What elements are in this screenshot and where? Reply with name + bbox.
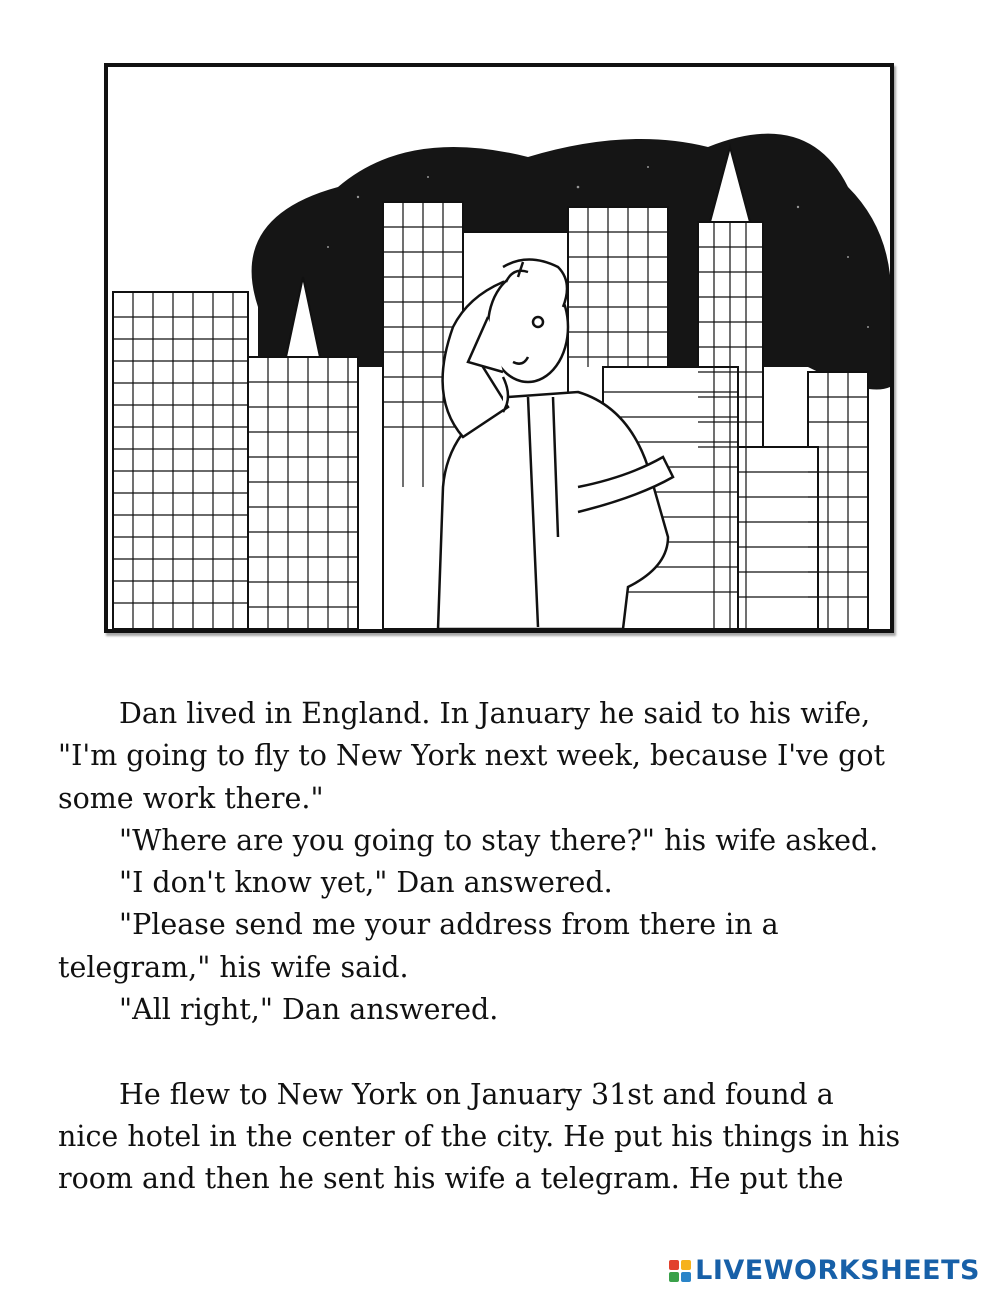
logo-square-red [669, 1260, 679, 1270]
story-text [58, 693, 958, 1201]
story-line: "Where are you going to stay there?" his wife asked. [119, 823, 879, 857]
paragraph-spacer [58, 1031, 958, 1073]
story-line: "All right," Dan answered. [119, 993, 499, 1027]
story-line: some work there." [58, 781, 324, 815]
brand-name: LIVEWORKSHEETS [695, 1255, 980, 1286]
story-line: Dan lived in England. In January he said to his wife, [119, 697, 871, 730]
story-line: telegram," his wife said. [58, 950, 409, 984]
story-line: "I don't know yet," Dan answered. [119, 866, 613, 900]
logo-square-green [669, 1272, 679, 1282]
logo-square-yellow [681, 1260, 691, 1270]
story-line: nice hotel in the center of the city. He put his things in his [58, 1119, 901, 1153]
logo-square-blue [681, 1272, 691, 1282]
story-line: "Please send me your address from there in a [119, 908, 779, 942]
story-illustration [104, 63, 894, 633]
story-line: He flew to New York on January 31st and found a [119, 1077, 834, 1111]
cartoon-city-man-image [108, 67, 890, 629]
liveworksheets-logo-icon [669, 1260, 691, 1282]
story-line: room and then he sent his wife a telegram. He put the [58, 1162, 844, 1196]
liveworksheets-brand[interactable] [669, 1255, 980, 1286]
story-line: "I'm going to fly to New York next week, because I've got [58, 739, 885, 773]
